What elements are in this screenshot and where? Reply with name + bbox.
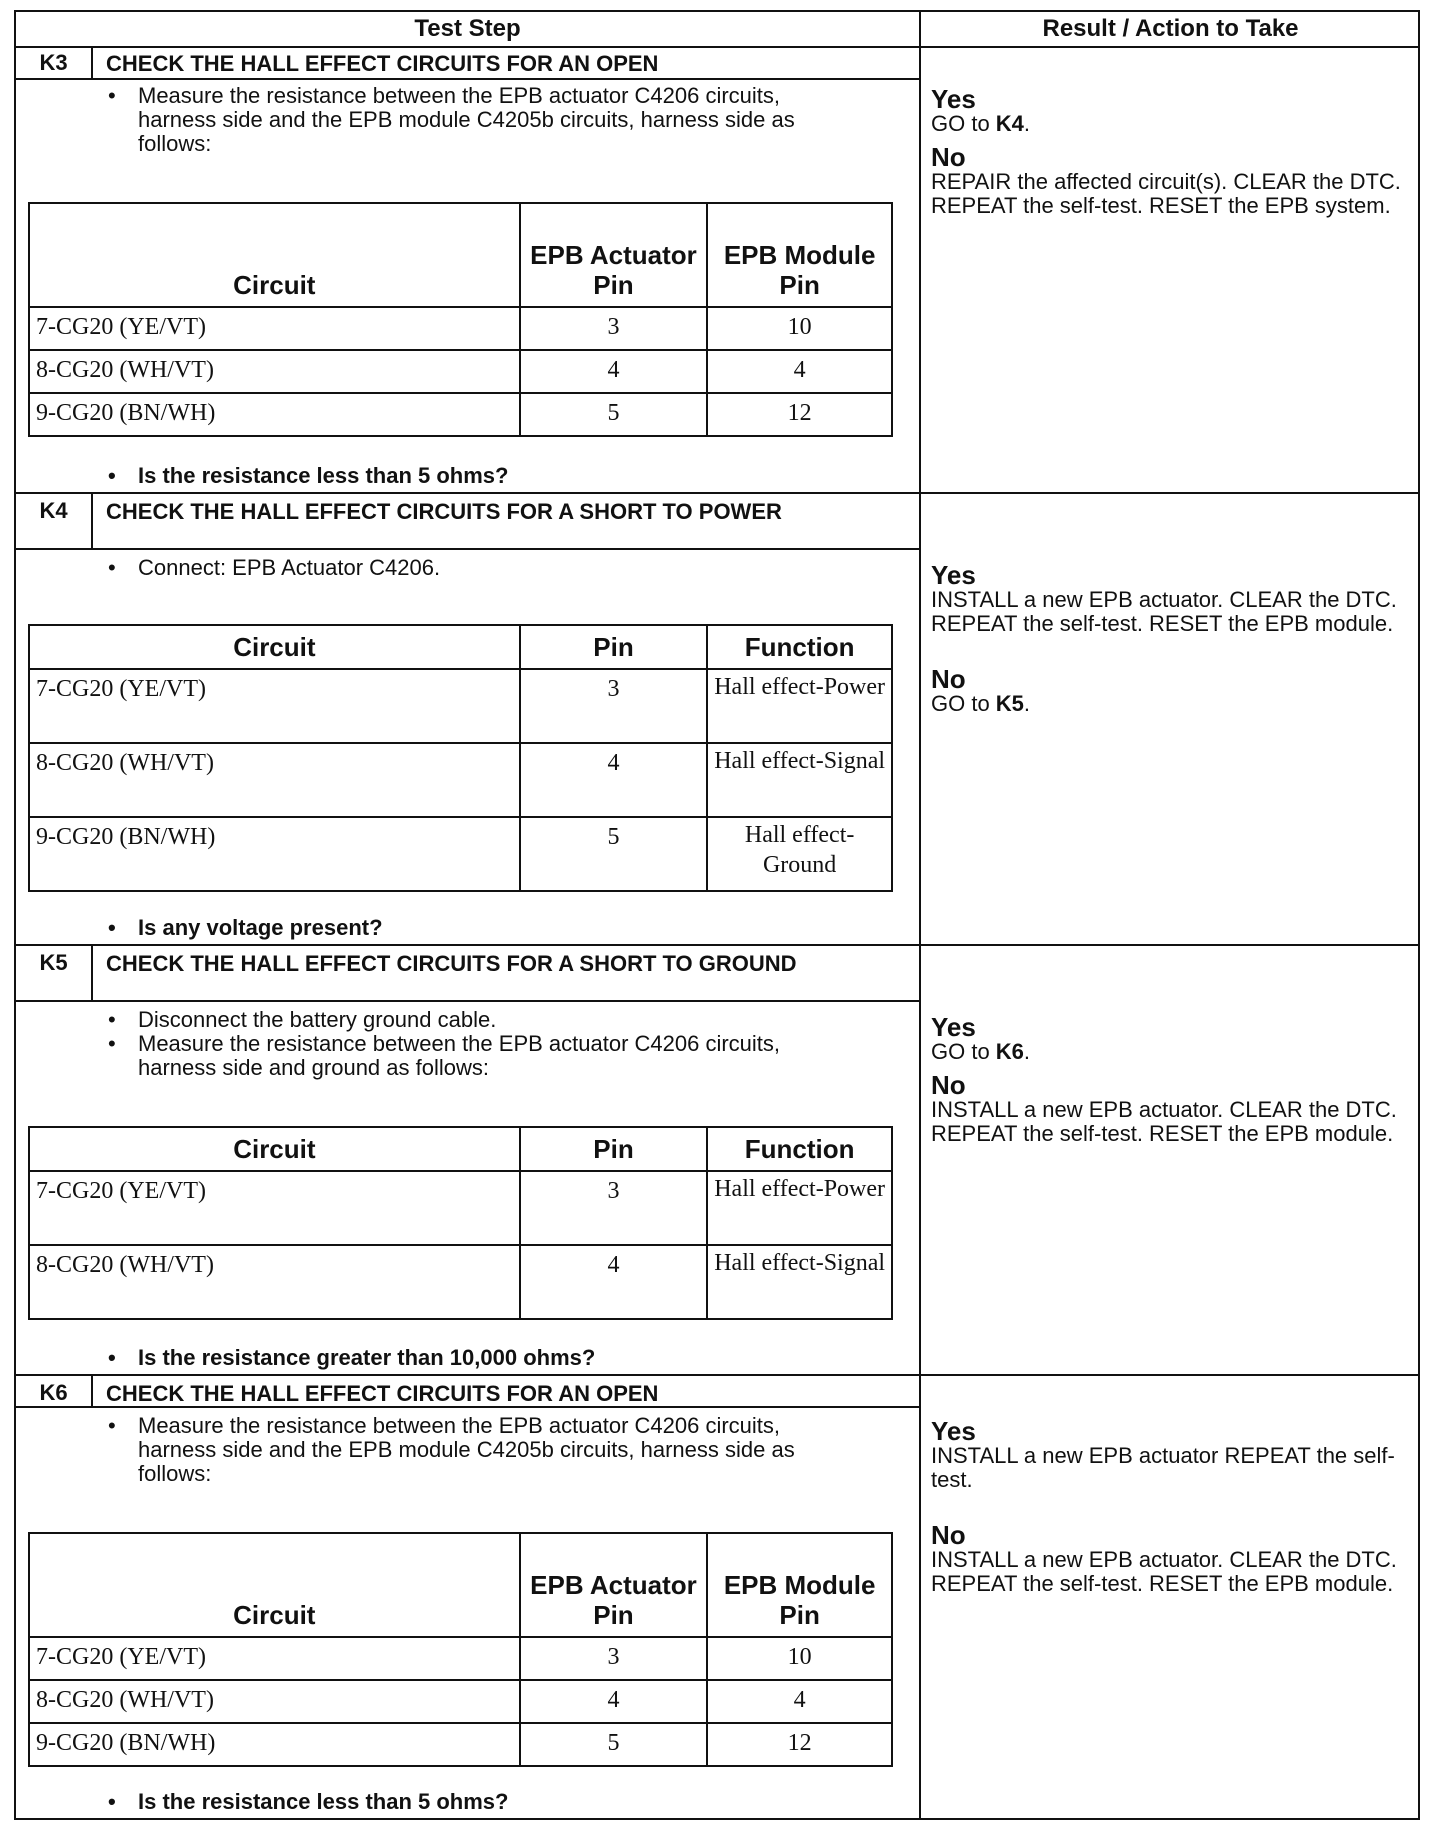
table-header-actuator-pin: EPB Actuator Pin [520, 203, 708, 307]
step-k3-question [108, 464, 808, 488]
table-row [29, 1637, 892, 1680]
step-title-rule [16, 78, 919, 80]
table-header-function: Function [707, 625, 892, 669]
cell-actuator-pin: 4 [520, 1680, 708, 1723]
bullet-dot: • [108, 463, 116, 488]
step-k5-bullet [108, 1008, 808, 1032]
yes-text: GO to [931, 111, 996, 136]
cell-circuit: 7-CG20 (YE/VT) [29, 669, 520, 743]
cell-circuit: 9-CG20 (BN/WH) [29, 817, 520, 891]
cell-actuator-pin: 4 [520, 350, 708, 393]
step-k5-question [108, 1346, 808, 1370]
step-id-divider [91, 46, 93, 78]
cell-circuit: 9-CG20 (BN/WH) [29, 393, 520, 436]
step-k3-bullet [108, 84, 808, 156]
bullet-dot: • [108, 1345, 116, 1370]
step-k3-table [28, 202, 893, 437]
cell-module-pin: 12 [707, 393, 892, 436]
yes-step-ref: K4 [995, 111, 1024, 136]
yes-text: INSTALL a new EPB actuator REPEAT the self-test. [931, 1443, 1395, 1492]
step-k4-bullet [108, 556, 808, 580]
cell-pin: 4 [520, 1245, 708, 1319]
step-title-rule [16, 1406, 919, 1408]
cell-actuator-pin: 3 [520, 307, 708, 350]
step-title-rule [16, 1000, 919, 1002]
step-k6-bullet [108, 1414, 808, 1486]
no-label: No [931, 142, 966, 172]
header-rule [16, 46, 1418, 48]
cell-pin: 3 [520, 1171, 708, 1245]
table-header-row [29, 1533, 892, 1637]
yes-label: Yes [931, 560, 976, 590]
no-text: INSTALL a new EPB actuator. CLEAR the DTC. REPEAT the self-test. RESET the EPB module. [931, 1097, 1397, 1146]
step-id-divider [91, 944, 93, 1000]
diagnostic-table [14, 10, 1420, 1820]
question-text: Is any voltage present? [138, 915, 383, 940]
table-row [29, 817, 892, 891]
no-label: No [931, 1520, 966, 1550]
table-row [29, 307, 892, 350]
no-text: GO to [931, 691, 996, 716]
bullet-text: Measure the resistance between the EPB actuator C4206 circuits, harness side and the EPB module C4205b circuits, harness side as follows: [138, 1413, 795, 1486]
table-row [29, 350, 892, 393]
table-header-circuit: Circuit [29, 1533, 520, 1637]
bullet-dot: • [108, 1413, 116, 1438]
cell-function: Hall effect-Signal [707, 1245, 892, 1319]
question-text: Is the resistance less than 5 ohms? [138, 1789, 509, 1814]
step-k4-result [931, 562, 1421, 716]
cell-module-pin: 10 [707, 307, 892, 350]
step-k4-question [108, 916, 808, 940]
bullet-text: Measure the resistance between the EPB actuator C4206 circuits, harness side and the EPB module C4205b circuits, harness side as follows: [138, 83, 795, 156]
step-k6-result [931, 1418, 1421, 1596]
yes-step-ref: K6 [995, 1039, 1024, 1064]
yes-text-end: . [1023, 111, 1031, 136]
table-header-circuit: Circuit [29, 625, 520, 669]
cell-circuit: 8-CG20 (WH/VT) [29, 350, 520, 393]
no-text: INSTALL a new EPB actuator. CLEAR the DTC. REPEAT the self-test. RESET the EPB module. [931, 1547, 1397, 1596]
table-row [29, 743, 892, 817]
step-id-k3: K3 [39, 50, 68, 75]
cell-circuit: 7-CG20 (YE/VT) [29, 1637, 520, 1680]
no-label: No [931, 664, 966, 694]
bullet-dot: • [108, 1031, 116, 1056]
step-title-k4: CHECK THE HALL EFFECT CIRCUITS FOR A SHORT TO POWER [106, 499, 782, 524]
cell-actuator-pin: 3 [520, 1637, 708, 1680]
cell-function: Hall effect-Power [707, 669, 892, 743]
cell-function: Hall effect-Signal [707, 743, 892, 817]
bullet-dot: • [108, 555, 116, 580]
cell-pin: 3 [520, 669, 708, 743]
cell-module-pin: 12 [707, 1723, 892, 1766]
step-k4-table [28, 624, 893, 892]
cell-pin: 4 [520, 743, 708, 817]
bullet-text: Measure the resistance between the EPB actuator C4206 circuits, harness side and ground as follows: [138, 1031, 781, 1080]
step-k3-result [931, 86, 1421, 218]
cell-circuit: 9-CG20 (BN/WH) [29, 1723, 520, 1766]
step-k5-result [931, 1014, 1421, 1146]
question-text: Is the resistance greater than 10,000 ohms? [138, 1345, 596, 1370]
step-k6-table [28, 1532, 893, 1767]
cell-module-pin: 4 [707, 1680, 892, 1723]
no-step-ref: K5 [995, 691, 1024, 716]
cell-actuator-pin: 5 [520, 393, 708, 436]
cell-circuit: 8-CG20 (WH/VT) [29, 1245, 520, 1319]
bullet-dot: • [108, 1789, 116, 1814]
bullet-dot: • [108, 83, 116, 108]
cell-function: Hall effect-Ground [707, 817, 892, 891]
no-text: REPAIR the affected circuit(s). CLEAR the DTC. REPEAT the self-test. RESET the EPB system. [931, 169, 1401, 218]
yes-action [931, 1040, 1421, 1064]
step-title-k5: CHECK THE HALL EFFECT CIRCUITS FOR A SHORT TO GROUND [106, 951, 797, 976]
yes-text: GO to [931, 1039, 996, 1064]
table-header-circuit: Circuit [29, 1127, 520, 1171]
yes-text: INSTALL a new EPB actuator. CLEAR the DTC. REPEAT the self-test. RESET the EPB module. [931, 587, 1397, 636]
yes-label: Yes [931, 84, 976, 114]
table-header-row [29, 625, 892, 669]
table-row [29, 1723, 892, 1766]
bullet-text: Disconnect the battery ground cable. [138, 1007, 497, 1032]
step-rule [16, 944, 1418, 946]
cell-function: Hall effect-Power [707, 1171, 892, 1245]
no-text-end: . [1023, 691, 1031, 716]
no-action [931, 692, 1421, 716]
step-id-divider [91, 492, 93, 548]
cell-actuator-pin: 5 [520, 1723, 708, 1766]
step-k5-table [28, 1126, 893, 1320]
table-header-row [29, 203, 892, 307]
yes-action [931, 112, 1421, 136]
step-title-rule [16, 548, 919, 550]
yes-text-end: . [1023, 1039, 1031, 1064]
table-row [29, 669, 892, 743]
cell-circuit: 8-CG20 (WH/VT) [29, 743, 520, 817]
cell-module-pin: 10 [707, 1637, 892, 1680]
step-id-k4: K4 [39, 498, 68, 523]
bullet-text: Connect: EPB Actuator C4206. [138, 555, 441, 580]
cell-module-pin: 4 [707, 350, 892, 393]
cell-circuit: 8-CG20 (WH/VT) [29, 1680, 520, 1723]
step-id-divider [91, 1374, 93, 1406]
column-divider [919, 12, 921, 1818]
no-label: No [931, 1070, 966, 1100]
table-header-pin: Pin [520, 625, 708, 669]
table-row [29, 1680, 892, 1723]
step-id-k5: K5 [39, 950, 68, 975]
table-header-pin: Pin [520, 1127, 708, 1171]
step-title-k6: CHECK THE HALL EFFECT CIRCUITS FOR AN OPEN [106, 1381, 659, 1406]
yes-label: Yes [931, 1012, 976, 1042]
cell-pin: 5 [520, 817, 708, 891]
table-row [29, 1245, 892, 1319]
yes-label: Yes [931, 1416, 976, 1446]
table-header-function: Function [707, 1127, 892, 1171]
header-test-step: Test Step [414, 15, 521, 42]
table-row [29, 393, 892, 436]
cell-circuit: 7-CG20 (YE/VT) [29, 307, 520, 350]
table-header-module-pin: EPB Module Pin [707, 1533, 892, 1637]
question-text: Is the resistance less than 5 ohms? [138, 463, 509, 488]
step-rule [16, 1374, 1418, 1376]
header-result-action: Result / Action to Take [1042, 15, 1299, 42]
bullet-dot: • [108, 915, 116, 940]
step-title-k3: CHECK THE HALL EFFECT CIRCUITS FOR AN OPEN [106, 51, 659, 76]
cell-circuit: 7-CG20 (YE/VT) [29, 1171, 520, 1245]
step-rule [16, 492, 1418, 494]
step-k5-bullet [108, 1032, 808, 1080]
table-row [29, 1171, 892, 1245]
table-header-module-pin: EPB Module Pin [707, 203, 892, 307]
table-header-circuit: Circuit [29, 203, 520, 307]
table-header-actuator-pin: EPB Actuator Pin [520, 1533, 708, 1637]
step-id-k6: K6 [39, 1380, 68, 1405]
bullet-dot: • [108, 1007, 116, 1032]
step-k6-question [108, 1790, 808, 1814]
table-header-row [29, 1127, 892, 1171]
